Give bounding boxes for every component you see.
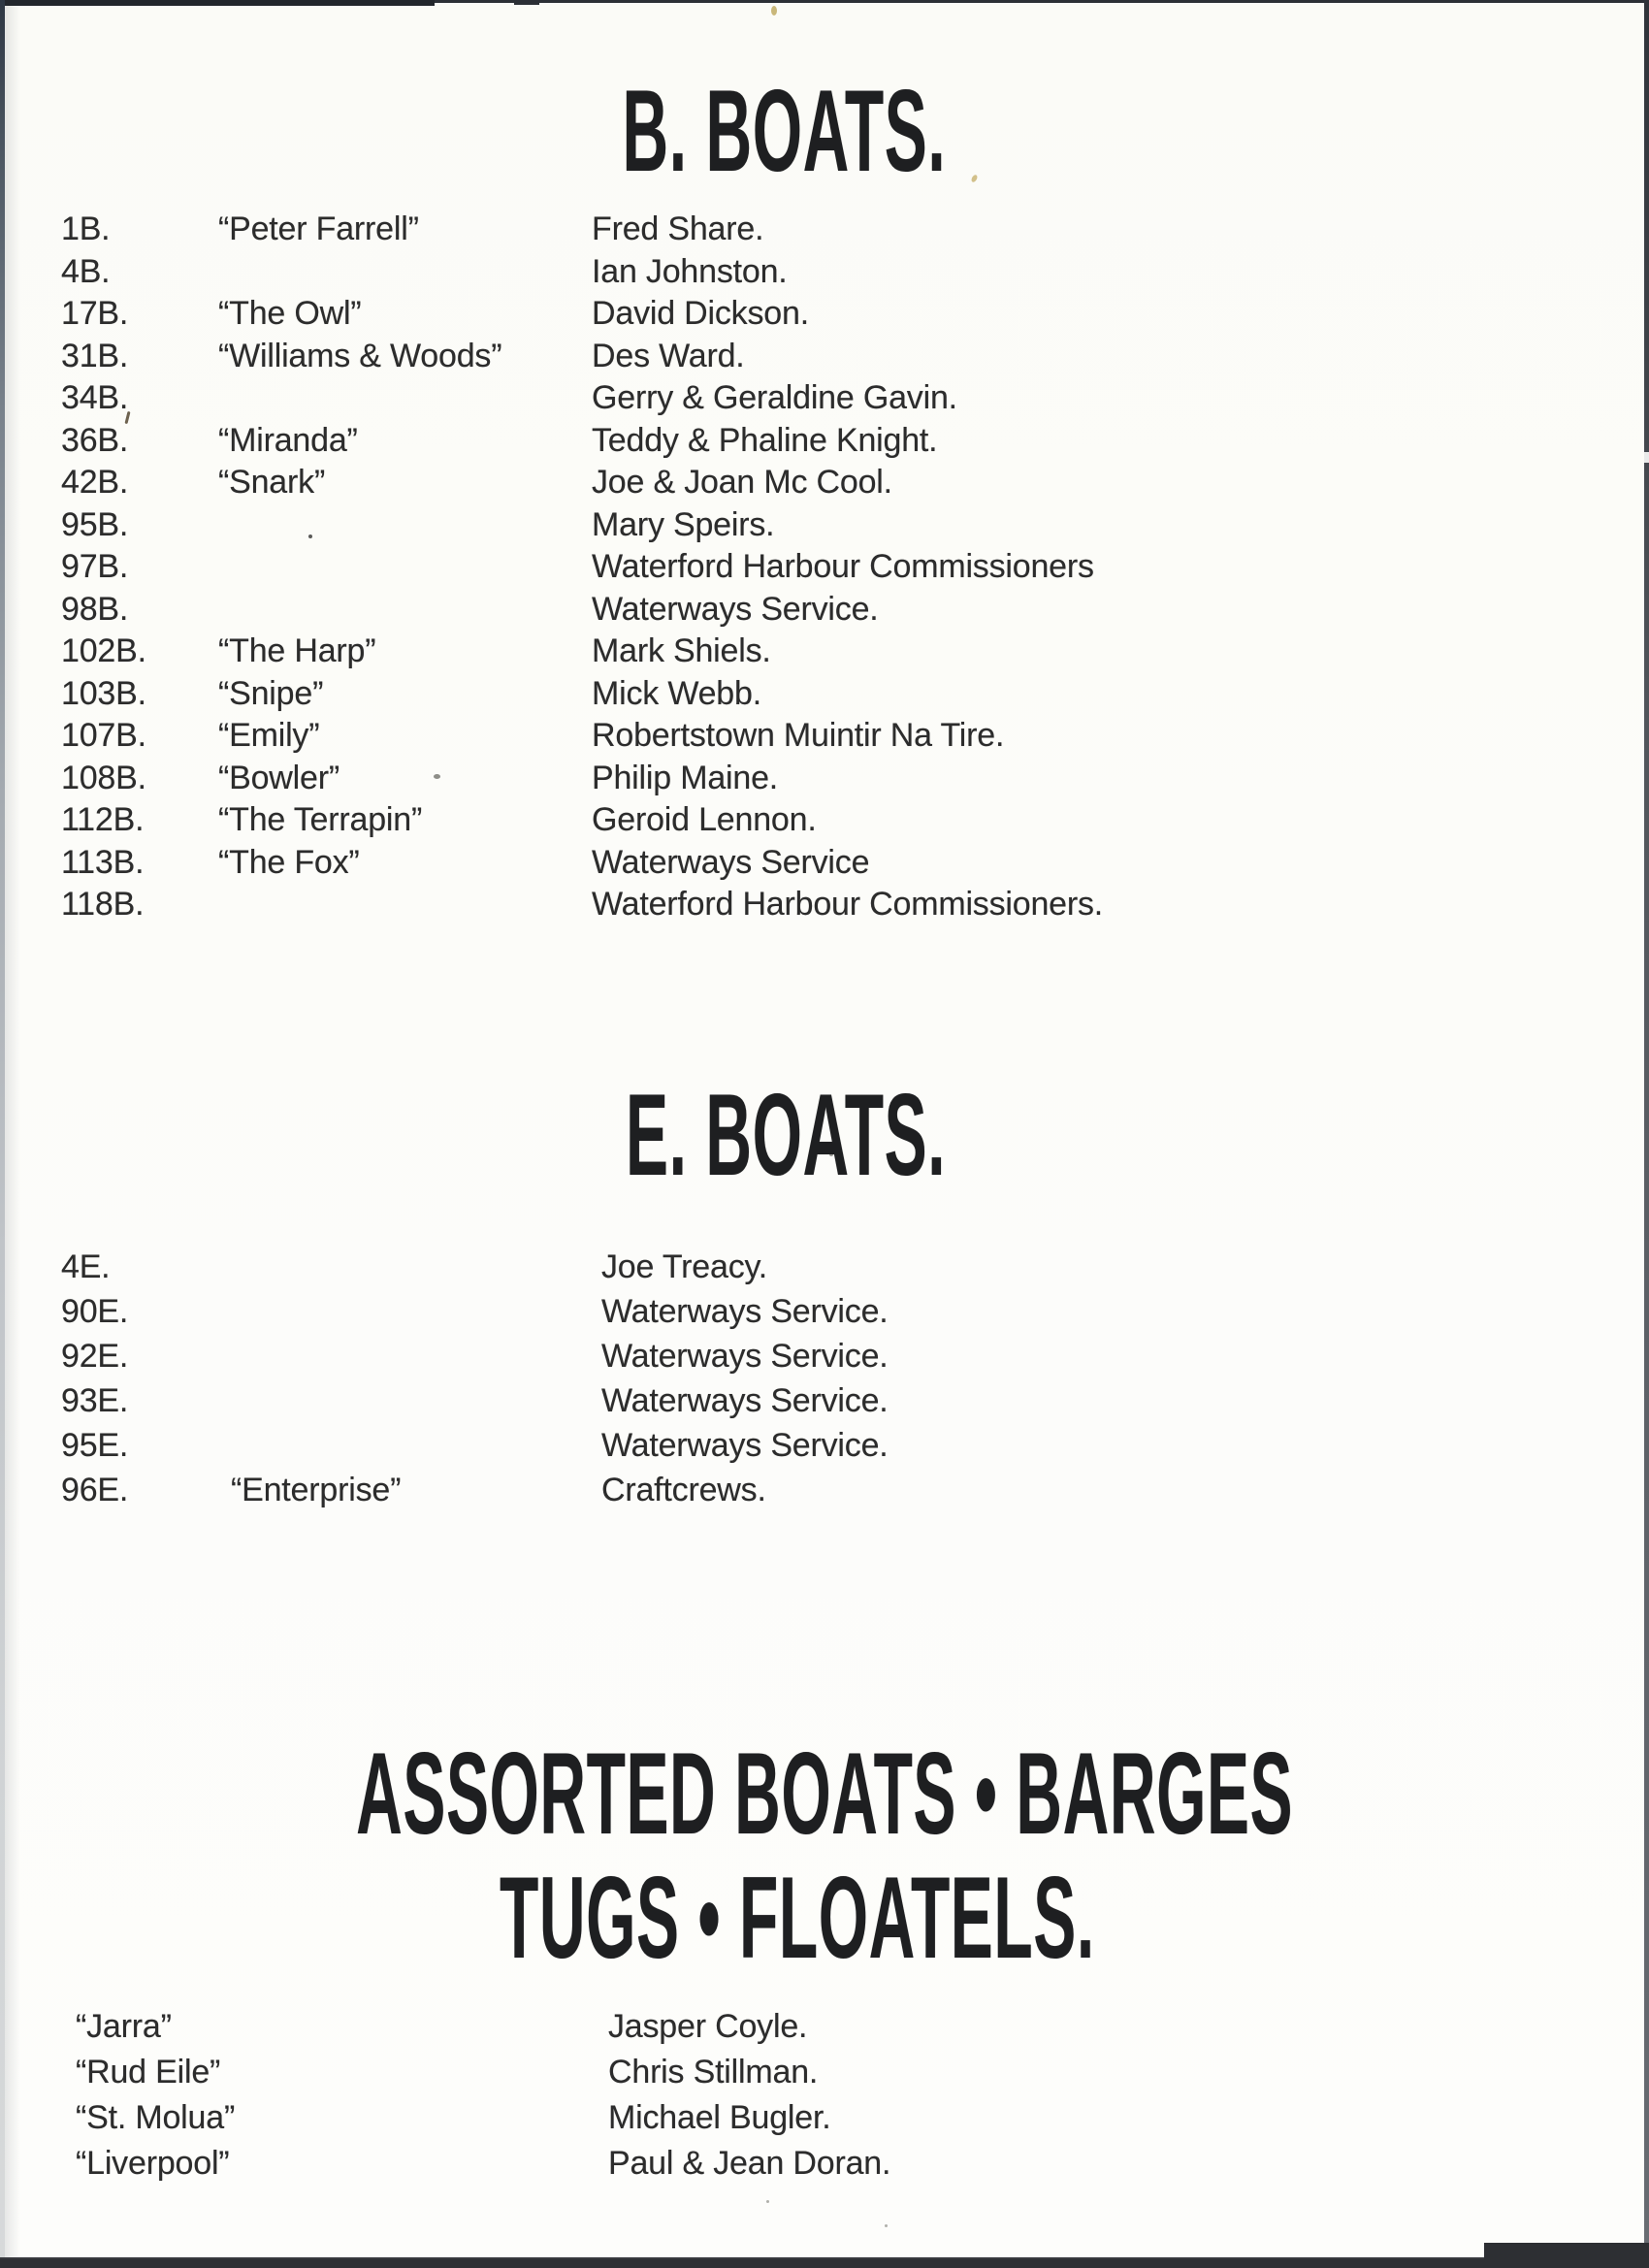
boat-row	[0, 1245, 1649, 1289]
boat-owner: Waterways Service.	[601, 1427, 889, 1464]
boat-number: 112B.	[61, 801, 145, 838]
boat-owner: Waterways Service.	[601, 1338, 889, 1375]
boat-number: 31B.	[61, 337, 129, 374]
boat-name: “Rud Eile”	[76, 2054, 221, 2090]
boat-row	[0, 2004, 1649, 2050]
boat-row	[0, 589, 1649, 632]
boat-owner: Craftcrews.	[601, 1472, 766, 1508]
boat-owner: Joe & Joan Mc Cool.	[592, 464, 892, 501]
boat-owner: Des Ward.	[592, 337, 745, 374]
scan-top-edge-small-segment	[514, 0, 539, 5]
boat-row	[0, 336, 1649, 378]
scan-top-edge-dark-segment	[0, 0, 435, 6]
boat-number: 90E.	[61, 1293, 129, 1330]
boat-row	[0, 799, 1649, 842]
boat-owner: Teddy & Phaline Knight.	[592, 421, 938, 459]
boat-name: “Snark”	[218, 464, 326, 501]
boat-owner: Chris Stillman.	[608, 2054, 819, 2090]
boat-owner: Jasper Coyle.	[608, 2008, 808, 2045]
boat-row	[0, 1468, 1649, 1512]
boat-owner: Michael Bugler.	[608, 2099, 831, 2136]
boat-name: “The Terrapin”	[218, 801, 423, 838]
boat-number: 4B.	[61, 252, 111, 290]
boat-row	[0, 884, 1649, 926]
boat-number: 107B.	[61, 717, 146, 754]
boat-owner: Geroid Lennon.	[592, 801, 817, 838]
boat-row	[0, 673, 1649, 716]
boat-owner: Fred Share.	[592, 211, 764, 247]
boat-name: “Bowler”	[218, 759, 340, 796]
boat-row	[0, 842, 1649, 885]
boat-row	[0, 631, 1649, 673]
boat-name: “The Harp”	[218, 632, 376, 669]
assorted-title-line2: TUGS • FLOATELS.	[500, 1853, 1095, 1983]
boat-owner: Waterways Service.	[601, 1293, 889, 1330]
boat-owner: Ian Johnston.	[592, 252, 788, 290]
boat-number: 36B.	[61, 421, 129, 459]
boat-name: “Miranda”	[218, 421, 358, 459]
boat-owner: Philip Maine.	[592, 759, 779, 796]
assorted-boats-list	[0, 2004, 1649, 2187]
boat-row	[0, 546, 1649, 589]
boat-owner: Paul & Jean Doran.	[608, 2145, 891, 2182]
boat-row	[0, 2141, 1649, 2187]
boat-number: 93E.	[61, 1382, 129, 1419]
b-boats-section-title	[0, 68, 1608, 194]
boat-row	[0, 209, 1649, 251]
boat-number: 92E.	[61, 1338, 129, 1375]
boat-owner: Waterways Service.	[601, 1382, 889, 1419]
boat-owner: David Dickson.	[592, 295, 809, 332]
boat-number: 96E.	[61, 1472, 129, 1508]
boat-name: “Jarra”	[76, 2008, 172, 2045]
boat-number: 113B.	[61, 843, 145, 881]
boat-owner: Mick Webb.	[592, 674, 761, 712]
boat-row	[0, 1289, 1649, 1334]
assorted-section-title	[0, 1729, 1622, 1983]
scan-bottom-edge	[0, 2257, 1649, 2268]
boat-number: 4E.	[61, 1248, 111, 1285]
boat-owner: Joe Treacy.	[601, 1248, 768, 1285]
boat-name: “Snipe”	[218, 674, 324, 712]
boat-owner: Robertstown Muintir Na Tire.	[592, 717, 1005, 754]
boat-number: 98B.	[61, 590, 129, 628]
boat-row	[0, 377, 1649, 420]
boat-owner: Mark Shiels.	[592, 632, 771, 669]
boat-owner: Waterways Service	[592, 843, 870, 881]
boat-owner: Gerry & Geraldine Gavin.	[592, 379, 957, 416]
boat-number: 103B.	[61, 674, 146, 712]
scan-bottom-right-step	[1484, 2243, 1649, 2268]
b-boats-list	[0, 209, 1649, 926]
boat-name: “Enterprise”	[231, 1472, 402, 1508]
scan-speck	[766, 2200, 769, 2203]
boat-name: “The Owl”	[218, 295, 362, 332]
e-boats-title-text: E. BOATS.	[625, 1070, 947, 1200]
boat-number: 34B.	[61, 379, 129, 416]
boat-row	[0, 462, 1649, 504]
assorted-title-line1: ASSORTED BOATS • BARGES	[356, 1729, 1294, 1859]
boat-name: “Liverpool”	[76, 2145, 230, 2182]
boat-name: “Emily”	[218, 717, 320, 754]
boat-owner: Waterways Service.	[592, 590, 879, 628]
boat-number: 102B.	[61, 632, 146, 669]
boat-row	[0, 1423, 1649, 1468]
boat-row	[0, 1378, 1649, 1423]
scan-speck	[885, 2224, 888, 2227]
boat-name: “Peter Farrell”	[218, 211, 419, 247]
boat-number: 95B.	[61, 505, 129, 543]
boat-owner: Waterford Harbour Commissioners.	[592, 886, 1104, 923]
boat-row	[0, 2050, 1649, 2095]
boat-row	[0, 2095, 1649, 2141]
boat-name: “Williams & Woods”	[218, 337, 502, 374]
boat-name: “The Fox”	[218, 843, 360, 881]
b-boats-title-text: B. BOATS.	[622, 66, 946, 196]
boat-row	[0, 715, 1649, 758]
boat-number: 1B.	[61, 211, 111, 247]
scan-speck	[771, 6, 777, 16]
boat-row	[0, 1334, 1649, 1378]
e-boats-section-title	[0, 1072, 1610, 1198]
boat-row	[0, 251, 1649, 294]
boat-number: 42B.	[61, 464, 129, 501]
boat-number: 108B.	[61, 759, 146, 796]
boat-row	[0, 420, 1649, 463]
boat-number: 17B.	[61, 295, 129, 332]
boat-number: 97B.	[61, 548, 129, 585]
boat-row	[0, 504, 1649, 547]
boat-row	[0, 293, 1649, 336]
boat-owner: Mary Speirs.	[592, 505, 775, 543]
boat-number: 118B.	[61, 886, 145, 923]
boat-owner: Waterford Harbour Commissioners	[592, 548, 1094, 585]
boat-number: 95E.	[61, 1427, 129, 1464]
boat-name: “St. Molua”	[76, 2099, 236, 2136]
boat-row	[0, 758, 1649, 800]
e-boats-list	[0, 1245, 1649, 1512]
